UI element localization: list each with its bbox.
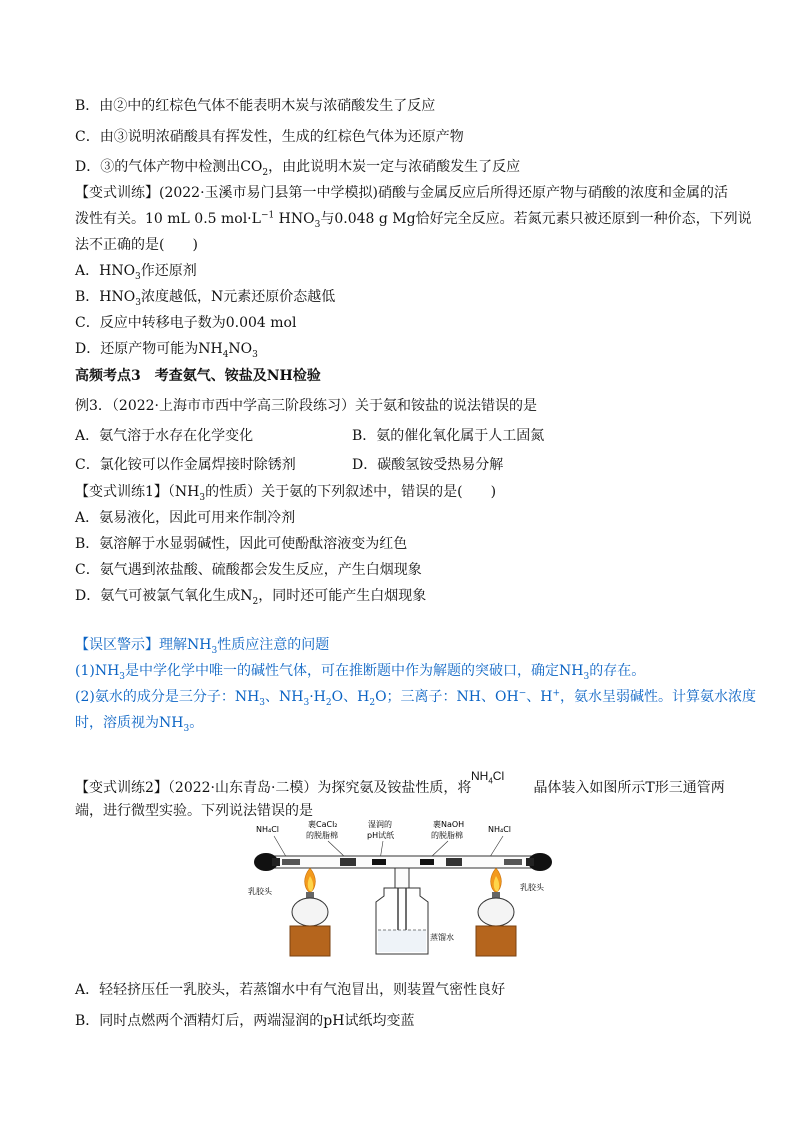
example3-option-a: A．氨气溶于水存在化学变化: [75, 428, 254, 444]
variant-training-option-c: C．反应中转移电子数为0.004 mol: [75, 315, 297, 331]
warning-point-2: (2)氨水的成分是三分子：$NH_3$、$NH_3\cdot H_2O$、$H_2O$；三离子：NH、OH−、H+，氨水呈弱碱性。计算氨水浓度: [75, 688, 756, 708]
variant2-stem: 【变式训练2】（2022·山东青岛·二模）为探究氨及铵盐性质，将 晶体装入如图所示T形三通管两: [75, 780, 725, 796]
variant-training-stem-line3: 法不正确的是( ): [75, 237, 198, 253]
variant-training-stem-line1: 【变式训练】(2022·玉溪市易门县第一中学模拟)硝酸与金属反应后所得还原产物与硝酸的浓度和金属的活: [75, 185, 729, 201]
variant1-option-a: A．氨易液化，因此可用来作制冷剂: [75, 510, 296, 526]
example3-option-d: D．碳酸氢铵受热易分解: [352, 457, 504, 473]
warning-point-1: $(1)NH_3$是中学化学中唯一的碱性气体，可在推断题中作为解题的突破口，确定$NH_3$的存在。: [75, 663, 646, 682]
nh4cl-crystal-left: [282, 859, 300, 865]
label-nh4cl-left: NH₄Cl: [256, 825, 280, 834]
variant1-option-b: B．氨溶解于水显弱碱性，因此可使酚酞溶液变为红色: [75, 536, 408, 552]
label-distilled-water: 蒸馏水: [430, 933, 454, 942]
variant-training-option-d: D．还原产物可能为$NH_4NO_3$: [75, 341, 258, 360]
option-d-prev: D．③的气体产物中检测出$CO_2$，由此说明木炭一定与浓硝酸发生了反应: [75, 159, 521, 178]
nh4cl-crystal-right: [504, 859, 522, 865]
t-tube-apparatus-figure: [248, 818, 558, 960]
label-bulb-left: 乳胶头: [248, 887, 272, 896]
variant1-stem: 【变式训练1】（$NH_3$的性质）关于氨的下列叙述中，错误的是( ): [75, 484, 497, 503]
ph-paper-left: [372, 859, 386, 865]
label-cacl2-line1: 裹CaCl₂: [308, 820, 338, 829]
variant2-stem-line2: 端，进行微型实验。下列说法错误的是: [75, 803, 313, 819]
variant1-option-d: D．氨气可被氯气氧化生成$N_2$，同时还可能产生白烟现象: [75, 588, 427, 607]
variant1-option-c: C．氨气遇到浓盐酸、硫酸都会发生反应，产生白烟现象: [75, 562, 422, 578]
ph-paper-right: [420, 859, 434, 865]
label-bulb-right: 乳胶头: [520, 883, 544, 892]
label-naoh-line1: 裹NaOH: [433, 820, 465, 829]
option-b-prev: B．由②中的红棕色气体不能表明木炭与浓硝酸发生了反应: [75, 98, 436, 114]
label-cacl2-line2: 的脱脂棉: [306, 831, 338, 840]
variant-training-option-b: B．$HNO_3$浓度越低，N元素还原价态越低: [75, 289, 336, 308]
example3-option-c: C．氯化铵可以作金属焊接时除锈剂: [75, 457, 296, 473]
label-nh4cl-right: NH₄Cl: [488, 825, 512, 834]
variant2-option-b: B．同时点燃两个酒精灯后，两端湿润的pH试纸均变蓝: [75, 1013, 415, 1029]
variant2-option-a: A．轻轻挤压任一乳胶头，若蒸馏水中有气泡冒出，则装置气密性良好: [75, 982, 506, 998]
variant-training-stem-line2: 泼性有关。10 mL 0.5 $mol\cdot L^{-1}$ $HNO_3$与0.048 g Mg恰好完全反应。若氮元素只被还原到一种价态，下列说: [75, 210, 752, 230]
label-naoh-line2: 的脱脂棉: [431, 831, 463, 840]
cacl2-cotton: [340, 858, 356, 866]
example3-stem: 例3．（2022·上海市市西中学高三阶段练习）关于氨和铵盐的说法错误的是: [75, 398, 537, 414]
warning-title: 【误区警示】理解$NH_3$性质应注意的问题: [75, 637, 330, 656]
option-c-prev: C．由③说明浓硝酸具有挥发性，生成的红棕色气体为还原产物: [75, 129, 464, 145]
nh4cl-formula: $NH_4Cl$: [471, 769, 505, 786]
label-ph-line1: 湿润的: [368, 820, 392, 829]
warning-point-2-cont: 时，溶质视为$NH_3$。: [75, 715, 204, 734]
naoh-cotton: [446, 858, 462, 866]
variant-training-option-a: A．$HNO_3$作还原剂: [75, 263, 197, 282]
example3-option-b: B．氨的催化氧化属于人工固氮: [352, 428, 545, 444]
topic-heading: 高频考点3 考查氨气、铵盐及NH检验: [75, 368, 321, 384]
label-ph-line2: pH试纸: [367, 831, 395, 840]
